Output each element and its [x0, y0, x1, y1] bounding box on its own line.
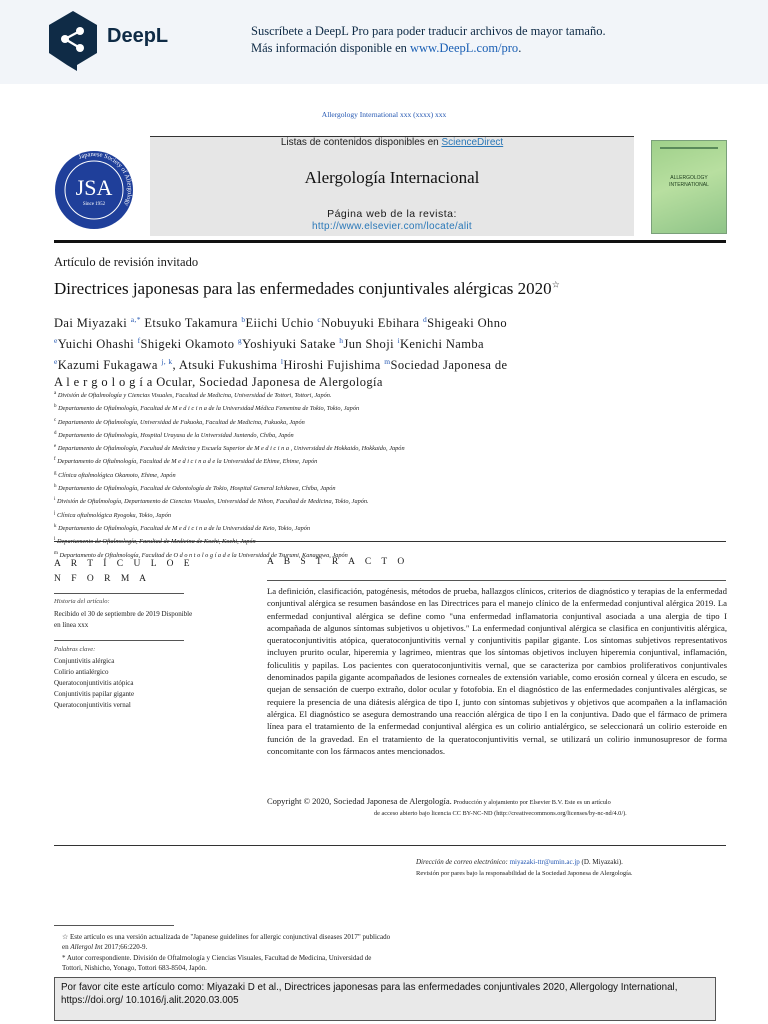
sciencedirect-link[interactable]: ScienceDirect — [441, 137, 504, 148]
author-affil-mark[interactable]: i — [397, 336, 400, 346]
header-bottom-rule — [54, 240, 726, 243]
peer-review-note: Revisión por pares bajo la responsabilidad de la Sociedad Japonesa de Alergología. — [416, 870, 633, 877]
authors-line — [54, 311, 674, 332]
author-affil-mark[interactable]: g — [237, 336, 243, 346]
author-name[interactable]: Eiichi Uchio — [245, 316, 318, 331]
deepl-banner — [0, 0, 768, 84]
author-affil-mark[interactable]: e — [54, 336, 58, 346]
affiliation-item: $^g$ Clínica oftalmológica Okamoto, Ehime, Japón — [54, 470, 176, 479]
homepage-link[interactable]: http://www.elsevier.com/locate/alit — [311, 221, 472, 232]
author-name[interactable]: Dai Miyazaki — [54, 316, 131, 331]
affiliation-item: $^e$ Departamento de Oftalmología, Facultad de Medicina y Escuela Superior de M e d i c i n a , Universidad de Hokkaido, Hokkaido, Japón — [54, 444, 405, 453]
deepl-pro-link[interactable]: www.DeepL.com/pro — [410, 41, 519, 55]
author-name[interactable]: Shigeaki Ohno — [427, 316, 508, 331]
homepage-label: Página web de la revista: — [327, 208, 457, 220]
keyword-item: Queratoconjuntivitis atópica — [54, 679, 134, 687]
author-affil-mark[interactable]: j, k — [161, 357, 173, 367]
author-name[interactable]: , Atsuki Fukushima — [172, 358, 281, 373]
authors-line — [54, 332, 674, 353]
cover-stripe — [660, 147, 718, 149]
info-divider — [54, 593, 184, 594]
author-affil-mark[interactable]: b — [241, 315, 246, 324]
article-info-heading: A R T Í C U L O E N F O R M A — [54, 559, 194, 584]
author-affil-mark[interactable]: l — [280, 357, 284, 367]
author-name[interactable]: Yuichi Ohashi — [57, 337, 138, 352]
deepl-brand: DeepL — [107, 25, 169, 47]
article-type: Artículo de revisión invitado — [54, 255, 199, 269]
cover-title: ALLERGOLOGY INTERNATIONAL — [669, 175, 709, 188]
keywords-divider — [54, 640, 184, 641]
license-text[interactable]: de acceso abierto bajo licencia CC BY-NC-ND (http://creativecommons.org/licenses/by-nc-nd/4.0/). — [374, 810, 627, 817]
journal-reference[interactable]: Allergology International xxx (xxxx) xxx — [321, 110, 447, 119]
author-name[interactable]: Yoshiyuki Satake — [242, 337, 340, 352]
author-name[interactable]: Nobuyuki Ebihara — [321, 316, 423, 331]
affiliation-item: $^b$ Departamento de Oftalmología, Facultad de M e d i c i n a de la Universidad Médica Femenina de Tokio, Tokio, Japón — [54, 404, 360, 413]
jsa-logo-icon — [54, 150, 134, 230]
svg-text:Since 1952: Since 1952 — [82, 202, 106, 207]
keyword-item: Conjuntivitis papilar gigante — [54, 690, 135, 698]
author-affil-mark[interactable]: e — [54, 357, 58, 367]
abstract-divider — [267, 580, 726, 581]
banner-line-2: Más información disponible en www.DeepL.com/pro. — [251, 41, 522, 55]
author-affil-mark[interactable]: m — [384, 357, 391, 367]
affiliation-item: $^k$ Departamento de Oftalmología, Facultad de M e d i c i n a de la Universidad de Keio, Tokio, Japón — [54, 523, 311, 533]
banner-text — [251, 23, 606, 57]
affiliation-item: $^f$ Departamento de Oftalmología, Facultad de M e d i c i n a d e la Universidad de Ehime, Ehime, Japón — [54, 457, 318, 466]
author-affil-mark[interactable]: a,* — [130, 315, 141, 324]
history-label: Historia del artículo: — [54, 598, 110, 605]
journal-cover-image — [651, 140, 727, 234]
authors-line — [54, 353, 674, 374]
correspondence-email: Dirección de correo electrónico: miyazaki-ttr@umin.ac.jp (D. Miyazaki). — [416, 858, 623, 866]
affiliation-item: $^c$ Departamento de Oftalmología, Universidad de Fukuoka, Facultad de Medicina, Fukuoka, Japón — [54, 417, 305, 426]
journal-title: Alergología Internacional — [304, 168, 480, 187]
section-divider — [54, 541, 726, 542]
author-affil-mark[interactable]: h — [339, 336, 344, 346]
author-name[interactable]: Sociedad Japonesa de — [390, 358, 508, 373]
copyright-line: Copyright © 2020, Sociedad Japonesa de Alergología. Producción y alojamiento por Elsevier B.V. Este es un artículo — [267, 796, 611, 806]
affiliation-item: $^j$ Clínica oftalmológica Ryogoku, Tokio, Japón — [54, 510, 172, 519]
keyword-item: Colirio antialérgico — [54, 668, 109, 676]
affiliations-list — [54, 388, 734, 561]
author-name[interactable]: Shigeki Okamoto — [140, 337, 238, 352]
footnote-corresponding-author: * Autor correspondiente. División de Oftalmología y Ciencias Visuales, Facultad de Medicina, Universidad de Tottori, Nishicho, Yonago, Tottori 683-8504, Japón. — [62, 954, 372, 972]
affiliation-item: $^d$ Departamento de Oftalmología, Hospital Urayasu de la Universidad Juntendo, Chiba, Japón — [54, 430, 294, 439]
history-text: Recibido el 30 de septiembre de 2019 Disponible en línea xxx — [54, 610, 193, 629]
author-affil-mark[interactable]: f — [137, 336, 141, 346]
footnote-updated-version: ☆ Este artículo es una versión actualizada de "Japanese guidelines for allergic conjunctival diseases 2017" publicado en Allergol Int 2017;66:220-9. — [62, 933, 391, 951]
author-affil-mark[interactable]: d — [423, 315, 428, 324]
author-affil-mark[interactable]: c — [317, 315, 322, 324]
keywords-label: Palabras clave: — [54, 646, 96, 653]
authors-list — [54, 311, 674, 391]
author-name[interactable]: Kenichi Namba — [399, 337, 484, 352]
article-title: Directrices japonesas para las enfermedades conjuntivales alérgicas 2020☆ — [54, 279, 560, 298]
author-name[interactable]: Kazumi Fukagawa — [57, 358, 162, 373]
banner-line-1: Suscríbete a DeepL Pro para poder traducir archivos de mayor tamaño. — [251, 24, 606, 38]
abstract-heading: A B S T R A C T O — [267, 557, 409, 567]
abstract-text: La definición, clasificación, patogénesis, métodos de prueba, hallazgos clínicos, criterios de diagnóstico y terapias de la enfermedad conjuntival alérgica se resumen basándose en las Directrices para el manejo clínico de la enfermedad conjuntival alérgica 2019. La enfermedad conjuntival alérgica se define como "una enfermedad inflamatoria conjuntival asociada a una alergia de tipo I acompañada de algunos síntomas subjetivos u objetivos." La enfermedad conjuntival alérgica se clasifica en conjuntivitis alérgica, queratoconjuntivitis atópica, queratoconjuntivitis vernal y conjuntivitis papilar gigante. Los síntomas subjetivos representativos incluyen prurito ocular, hiperemia y lagrimeo, mientras que los síntomas objetivos incluyen hiperemia conjuntival, inflamación, foliculitis y papilas. Los pacientes con queratoconjuntivitis vernal, que se caracteriza por cambios proliferativos conjuntivales denominados papila gigante acompañados de lesiones corneales de extensión variable, como erosión corneal y úlcera en escudo, se quejan de sensación de cuerpo extraño, dolor ocular y fotofobia. En el diagnóstico de las enfermedades conjuntivales alérgicas, se requiere la presencia de una diátesis alérgica de tipo I, junto con síntomas subjetivos y objetivos que acompañen a la inflamación alérgica. El diagnóstico se asegura demostrando una reacción alérgica de tipo I en la conjuntiva. Dado que el fármaco de primera línea para el tratamiento de la enfermedad conjuntival alérgica es un colirio antialérgico, se seleccionará un colirio esteroide en función de la gravedad. En el tratamiento de la queratoconjuntivitis vernal, se utilizará un colirio inmunosupresor de forma concomitante con los fármacos antes mencionados. — [267, 586, 727, 756]
contents-line: Listas de contenidos disponibles en ScienceDirect — [280, 137, 504, 148]
authors-last-line: A l e r g o l o g í a Ocular, Sociedad Japonesa de Alergología — [54, 375, 383, 390]
keyword-item: Queratoconjuntivitis vernal — [54, 701, 131, 709]
affiliation-item: $^a$ División de Oftalmología y Ciencias Visuales, Facultad de Medicina, Universidad de Tottori, Tottori, Japón. — [54, 391, 332, 400]
author-name[interactable]: Etsuko Takamura — [140, 316, 242, 331]
affiliation-item: $^m$ Departamento de Oftalmología, Facultad de O d o n t o l o g í a d e la Universidad de Tsurumi, Kanagawa, Japón — [54, 550, 348, 559]
svg-text:Japanese Society of Allergolog: Japanese Society of Allergology — [77, 150, 134, 208]
keyword-item: Conjuntivitis alérgica — [54, 657, 115, 665]
svg-text:JSA: JSA — [75, 175, 113, 200]
footnote-divider — [54, 925, 174, 926]
section-divider-2 — [54, 845, 726, 846]
citation-box: Por favor cite este artículo como: Miyazaki D et al., Directrices japonesas para las enfermedades conjuntivales 2020, Allergology International, https://doi.org/ 10.1016/j.alit.2020.03.005 — [54, 977, 716, 1021]
deepl-logo-icon[interactable] — [47, 10, 99, 72]
email-link[interactable]: miyazaki-ttr@umin.ac.jp — [509, 858, 580, 866]
affiliation-item: l — [54, 537, 56, 543]
author-name[interactable]: Jun Shoji — [343, 337, 398, 352]
affiliation-item: $^i$ División de Oftalmología, Departamento de Ciencias Visuales, Universidad de Nihon, Facultad de Medicina, Tokio, Japón. — [54, 497, 369, 506]
affiliation-item: $^h$ Departamento de Oftalmología, Facultad de Odontología de Tokio, Hospital General Ichikawa, Chiba, Japón — [54, 484, 336, 493]
keywords-list — [54, 656, 134, 711]
title-footnote-mark[interactable]: ☆ — [551, 279, 560, 290]
author-name[interactable]: Hiroshi Fujishima — [283, 358, 385, 373]
